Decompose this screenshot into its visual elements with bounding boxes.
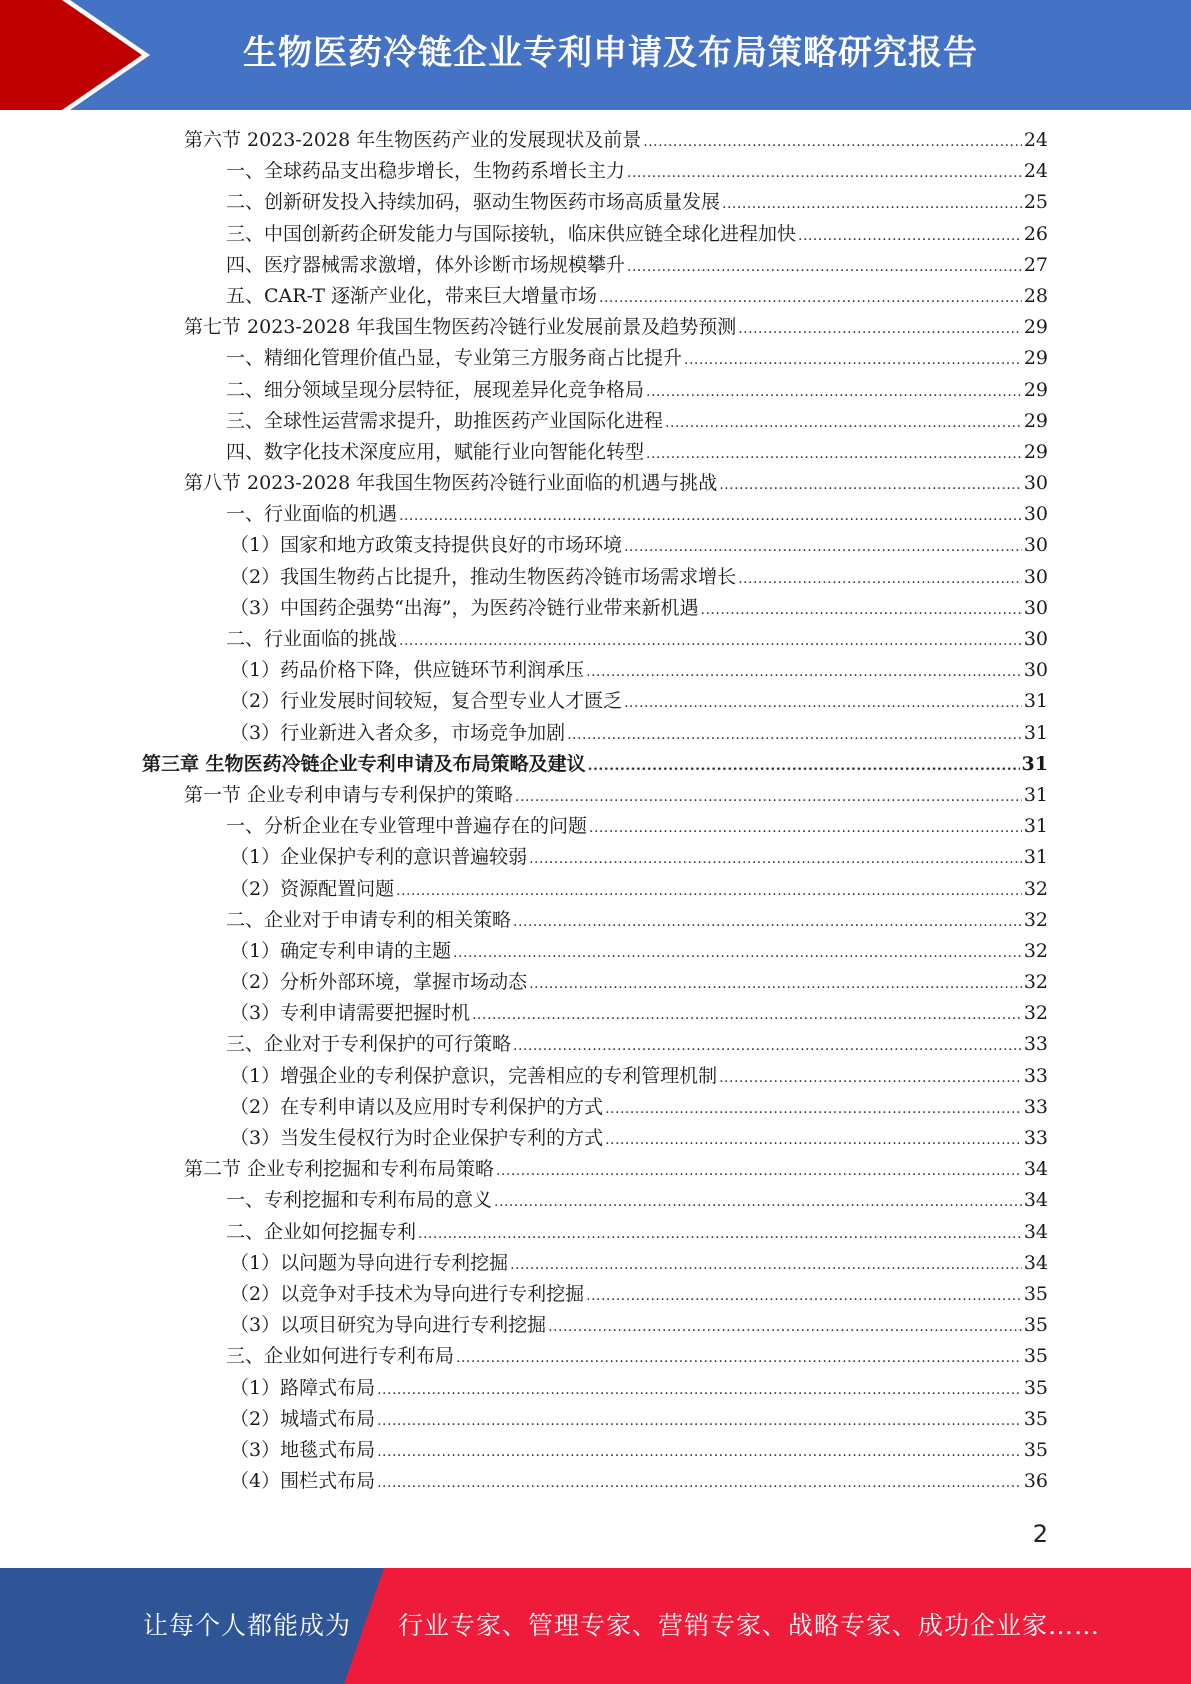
toc-leader-dots [377, 1375, 1022, 1406]
toc-entry-page: 29 [1023, 409, 1048, 432]
toc-entry[interactable] [142, 749, 1048, 780]
toc-entry[interactable] [142, 312, 1048, 343]
toc-entry-page: 24 [1023, 160, 1048, 183]
toc-entry-title: 四、医疗器械需求激增，体外诊断市场规模攀升 [226, 253, 626, 276]
toc-entry-title: 三、全球性运营需求提升，助推医药产业国际化进程 [226, 409, 664, 432]
toc-entry-page: 30 [1023, 534, 1048, 557]
toc-entry-page: 29 [1023, 440, 1048, 463]
toc-entry-title: （2）分析外部环境，掌握市场动态 [230, 971, 528, 994]
toc-entry-page: 29 [1023, 378, 1048, 401]
toc-entry[interactable] [142, 562, 1048, 593]
toc-entry-page: 29 [1023, 347, 1048, 370]
toc-entry-title: 第八节 2023-2028 年我国生物医药冷链行业面临的机遇与挑战 [184, 472, 718, 495]
toc-entry-title: 第六节 2023-2028 年生物医药产业的发展现状及前景 [184, 129, 642, 151]
toc-leader-dots [453, 938, 1022, 969]
toc-leader-dots [513, 1031, 1022, 1062]
toc-entry-title: 一、分析企业在专业管理中普遍存在的问题 [226, 815, 588, 838]
toc-leader-dots [624, 532, 1022, 563]
toc-leader-dots [586, 1281, 1022, 1312]
toc-entry-page: 27 [1023, 253, 1048, 276]
toc-entry[interactable] [142, 936, 1048, 967]
toc-entry[interactable] [142, 375, 1048, 406]
toc-entry[interactable] [142, 811, 1048, 842]
toc-leader-dots [586, 657, 1022, 688]
toc-entry[interactable] [142, 1373, 1048, 1404]
toc-entry-page: 33 [1023, 1127, 1048, 1149]
toc-entry-page: 34 [1023, 1251, 1048, 1274]
toc-leader-dots [399, 626, 1022, 657]
toc-entry[interactable] [142, 1154, 1048, 1185]
toc-entry[interactable] [142, 406, 1048, 437]
toc-entry-page: 31 [1021, 752, 1048, 775]
toc-entry-page: 32 [1023, 877, 1048, 900]
toc-leader-dots [396, 876, 1022, 907]
toc-entry[interactable] [142, 905, 1048, 936]
footer-slogan-right: 行业专家、管理专家、营销专家、战略专家、成功企业家…… [398, 1611, 1101, 1640]
toc-entry-page: 35 [1023, 1438, 1048, 1461]
toc-leader-dots [513, 907, 1022, 938]
toc-entry-title: （3）以项目研究为导向进行专利挖掘 [230, 1314, 547, 1337]
toc-entry[interactable] [142, 1466, 1048, 1497]
toc-entry-page: 31 [1023, 721, 1048, 744]
toc-leader-dots [605, 1094, 1022, 1125]
toc-entry-title: （2）资源配置问题 [230, 877, 395, 900]
toc-leader-dots [567, 720, 1022, 751]
toc-entry-title: 三、企业如何进行专利布局 [226, 1345, 455, 1368]
toc-entry-title: （1）以问题为导向进行专利挖掘 [230, 1251, 509, 1274]
toc-leader-dots [599, 283, 1022, 314]
toc-entry[interactable] [142, 1217, 1048, 1248]
toc-leader-dots [722, 189, 1022, 220]
toc-entry[interactable] [142, 530, 1048, 561]
toc-entry-page: 35 [1023, 1314, 1048, 1337]
toc-leader-dots [624, 688, 1022, 719]
page-number: 2 [1032, 1520, 1048, 1548]
toc-entry-title: （3）中国药企强势“出海”，为医药冷链行业带来新机遇 [230, 596, 699, 619]
toc-leader-dots [701, 595, 1022, 626]
toc-entry-page: 26 [1023, 222, 1048, 245]
toc-entry-title: 二、细分领域呈现分层特征，展现差异化竞争格局 [226, 378, 645, 401]
toc-entry-title: 第一节 企业专利申请与专利保护的策略 [184, 783, 514, 806]
toc-entry[interactable] [142, 686, 1048, 717]
toc-leader-dots [472, 1000, 1022, 1031]
toc-entry[interactable] [142, 1341, 1048, 1372]
toc-entry-page: 35 [1023, 1282, 1048, 1305]
toc-entry-page: 32 [1023, 908, 1048, 931]
toc-entry-page: 35 [1023, 1376, 1048, 1399]
toc-entry-page: 32 [1023, 971, 1048, 994]
toc-leader-dots [494, 1187, 1022, 1218]
toc-entry-page: 33 [1023, 1033, 1048, 1056]
toc-leader-dots [646, 439, 1022, 470]
toc-leader-dots [377, 1437, 1022, 1468]
toc-leader-dots [418, 1219, 1022, 1250]
toc-entry-title: 一、精细化管理价值凸显，专业第三方服务商占比提升 [226, 347, 683, 370]
toc-entry[interactable] [142, 593, 1048, 624]
toc-entry[interactable] [142, 1248, 1048, 1279]
toc-leader-dots [510, 1250, 1022, 1281]
toc-leader-dots [719, 470, 1022, 501]
toc-entry-title: 二、行业面临的挑战 [226, 628, 398, 650]
toc-leader-dots [496, 1156, 1022, 1187]
toc-entry-page: 24 [1023, 129, 1048, 151]
toc-entry-title: （2）我国生物药占比提升，推动生物医药冷链市场需求增长 [230, 565, 737, 588]
toc-entry[interactable] [142, 187, 1048, 218]
toc-leader-dots [627, 158, 1022, 189]
toc-leader-dots [643, 127, 1022, 158]
toc-entry[interactable] [142, 874, 1048, 905]
toc-leader-dots [529, 844, 1022, 875]
toc-entry[interactable] [142, 1029, 1048, 1060]
toc-entry-page: 32 [1023, 1002, 1048, 1025]
toc-entry-page: 31 [1023, 815, 1048, 838]
toc-entry[interactable] [142, 998, 1048, 1029]
toc-entry-title: （1）路障式布局 [230, 1376, 376, 1399]
toc-entry[interactable] [142, 343, 1048, 374]
toc-entry-title: （1）药品价格下降，供应链环节利润承压 [230, 659, 585, 682]
toc-entry-page: 31 [1023, 690, 1048, 713]
toc-entry-title: 一、专利挖掘和专利布局的意义 [226, 1189, 493, 1212]
document-title: 生物医药冷链企业专利申请及布局策略研究报告 [243, 33, 978, 73]
toc-entry-page: 25 [1023, 191, 1048, 214]
toc-entry-title: （4）围栏式布局 [230, 1470, 376, 1493]
toc-entry-title: （2）在专利申请以及应用时专利保护的方式 [230, 1095, 604, 1118]
toc-entry-title: （1）企业保护专利的意识普遍较弱 [230, 846, 528, 869]
toc-entry-page: 31 [1023, 846, 1048, 869]
toc-leader-dots [646, 377, 1022, 408]
toc-leader-dots [738, 314, 1022, 345]
toc-entry-page: 30 [1023, 565, 1048, 588]
toc-entry-page: 32 [1023, 939, 1048, 962]
toc-entry[interactable] [142, 1061, 1048, 1092]
table-of-contents [142, 125, 1048, 1497]
toc-entry-title: （2）城墙式布局 [230, 1407, 376, 1430]
toc-entry[interactable] [142, 655, 1048, 686]
toc-entry-page: 35 [1023, 1345, 1048, 1368]
toc-entry[interactable] [142, 1185, 1048, 1216]
toc-entry[interactable] [142, 780, 1048, 811]
toc-entry[interactable] [142, 718, 1048, 749]
toc-entry-title: 二、企业如何挖掘专利 [226, 1220, 417, 1243]
toc-entry-page: 35 [1023, 1407, 1048, 1430]
toc-entry-title: （3）专利申请需要把握时机 [230, 1002, 471, 1025]
toc-leader-dots [529, 969, 1022, 1000]
toc-entry-title: （1）增强企业的专利保护意识，完善相应的专利管理机制 [230, 1064, 718, 1087]
toc-entry-page: 33 [1023, 1064, 1048, 1087]
toc-entry-title: （3）行业新进入者众多，市场竞争加剧 [230, 721, 566, 744]
page-header [0, 0, 1191, 110]
toc-leader-dots [719, 1063, 1022, 1094]
toc-entry[interactable] [142, 1123, 1048, 1154]
toc-leader-dots [605, 1125, 1022, 1156]
toc-leader-dots [627, 252, 1022, 283]
toc-entry-page: 34 [1023, 1158, 1048, 1181]
toc-entry-title: （1）确定专利申请的主题 [230, 939, 452, 962]
toc-entry-title: 五、CAR-T 逐渐产业化，带来巨大增量市场 [226, 284, 598, 307]
toc-leader-dots [798, 221, 1022, 252]
toc-entry[interactable] [142, 1310, 1048, 1341]
toc-entry-title: 二、创新研发投入持续加码，驱动生物医药市场高质量发展 [226, 191, 721, 214]
toc-entry[interactable] [142, 250, 1048, 281]
toc-entry-page: 30 [1023, 503, 1048, 526]
toc-leader-dots [684, 345, 1022, 376]
toc-entry-title: 四、数字化技术深度应用，赋能行业向智能化转型 [226, 440, 645, 463]
toc-entry-title: （3）当发生侵权行为时企业保护专利的方式 [230, 1127, 604, 1149]
toc-entry[interactable] [142, 156, 1048, 187]
toc-entry[interactable] [142, 842, 1048, 873]
toc-entry[interactable] [142, 1092, 1048, 1123]
toc-entry-title: （2）行业发展时间较短，复合型专业人才匮乏 [230, 690, 623, 713]
toc-entry-title: 一、行业面临的机遇 [226, 503, 398, 526]
toc-leader-dots [738, 564, 1022, 595]
toc-leader-dots [589, 813, 1022, 844]
toc-leader-dots [377, 1406, 1022, 1437]
toc-entry-title: 第三章 生物医药冷链企业专利申请及布局策略及建议 [142, 752, 586, 775]
toc-leader-dots [377, 1468, 1022, 1499]
toc-leader-dots [588, 751, 1020, 782]
page-footer [0, 1568, 1191, 1684]
toc-entry-title: 三、中国创新药企研发能力与国际接轨，临床供应链全球化进程加快 [226, 222, 797, 245]
toc-leader-dots [456, 1343, 1022, 1374]
toc-entry-page: 31 [1023, 783, 1048, 806]
toc-entry-page: 29 [1023, 316, 1048, 339]
toc-entry-title: 第二节 企业专利挖掘和专利布局策略 [184, 1158, 495, 1181]
toc-entry-page: 30 [1023, 596, 1048, 619]
toc-entry-title: 第七节 2023-2028 年我国生物医药冷链行业发展前景及趋势预测 [184, 316, 737, 339]
toc-entry[interactable] [142, 437, 1048, 468]
toc-entry[interactable] [142, 1404, 1048, 1435]
toc-entry-title: 二、企业对于申请专利的相关策略 [226, 908, 512, 931]
toc-entry-title: （3）地毯式布局 [230, 1438, 376, 1461]
toc-entry[interactable] [142, 281, 1048, 312]
toc-entry[interactable] [142, 967, 1048, 998]
toc-leader-dots [515, 782, 1022, 813]
toc-entry-page: 34 [1023, 1220, 1048, 1243]
footer-slogan-left: 让每个人都能成为 [143, 1611, 352, 1640]
toc-entry[interactable] [142, 1435, 1048, 1466]
toc-entry-title: 一、全球药品支出稳步增长，生物药系增长主力 [226, 160, 626, 183]
toc-leader-dots [399, 501, 1022, 532]
toc-entry-page: 30 [1023, 659, 1048, 682]
toc-entry-page: 36 [1023, 1470, 1048, 1493]
toc-entry-page: 28 [1023, 284, 1048, 307]
toc-entry-page: 30 [1023, 628, 1048, 650]
toc-leader-dots [548, 1312, 1022, 1343]
toc-entry[interactable] [142, 1279, 1048, 1310]
toc-entry-title: 三、企业对于专利保护的可行策略 [226, 1033, 512, 1056]
toc-entry[interactable] [142, 499, 1048, 530]
toc-entry-page: 34 [1023, 1189, 1048, 1212]
toc-entry-title: （2）以竞争对手技术为导向进行专利挖掘 [230, 1282, 585, 1305]
toc-leader-dots [665, 408, 1022, 439]
toc-entry-page: 30 [1023, 472, 1048, 495]
toc-entry-page: 33 [1023, 1095, 1048, 1118]
toc-entry[interactable] [142, 219, 1048, 250]
toc-entry[interactable] [142, 125, 1048, 156]
toc-entry-title: （1）国家和地方政策支持提供良好的市场环境 [230, 534, 623, 557]
toc-entry[interactable] [142, 624, 1048, 655]
toc-entry[interactable] [142, 468, 1048, 499]
